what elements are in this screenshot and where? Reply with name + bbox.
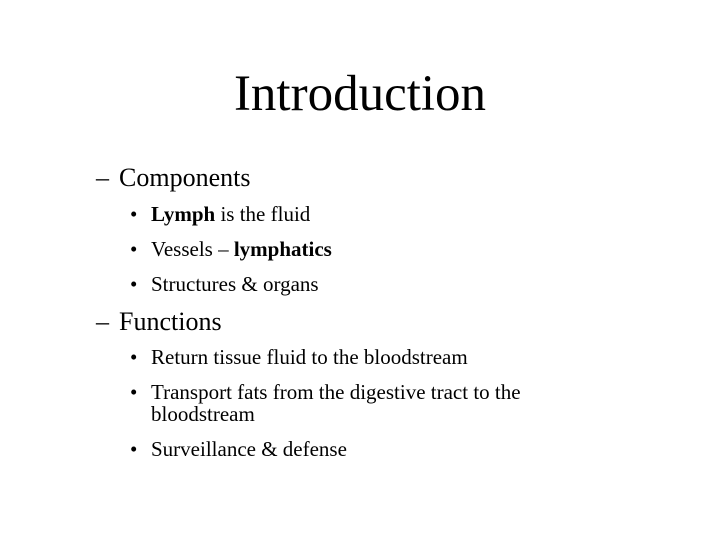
bullet-text: is the fluid (215, 202, 311, 226)
section-heading-label: Functions (119, 307, 222, 336)
section-heading-label: Components (119, 163, 251, 192)
section-heading-components (96, 163, 250, 193)
section-heading-functions (96, 307, 222, 337)
functions-bullet-list (130, 346, 600, 460)
bullet-text: Vessels – (151, 237, 234, 261)
bullet-icon: • (130, 345, 138, 369)
slide-title: Introduction (233, 66, 487, 122)
bullet-text: Transport fats from the digestive tract to the bloodstream (151, 380, 521, 426)
dash-marker: – (96, 307, 109, 336)
bullet-icon: • (130, 272, 138, 296)
bullet-item-vessels (130, 238, 600, 260)
bullet-item-structures (130, 273, 600, 295)
bullet-icon: • (130, 437, 138, 461)
bullet-icon: • (130, 380, 138, 404)
bullet-text: Surveillance & defense (151, 437, 347, 461)
bullet-icon: • (130, 202, 138, 226)
bullet-item-lymph (130, 203, 600, 225)
bullet-text: Return tissue fluid to the bloodstream (151, 345, 468, 369)
bold-term: lymphatics (233, 237, 332, 261)
bullet-icon: • (130, 237, 138, 261)
bullet-text: Structures & organs (151, 272, 319, 296)
bullet-item-surveillance (130, 438, 600, 460)
components-bullet-list (130, 203, 600, 295)
dash-marker: – (96, 163, 109, 192)
bullet-item-transport-fats (130, 381, 600, 425)
bullet-item-return-fluid (130, 346, 600, 368)
bold-term: Lymph (151, 202, 216, 226)
